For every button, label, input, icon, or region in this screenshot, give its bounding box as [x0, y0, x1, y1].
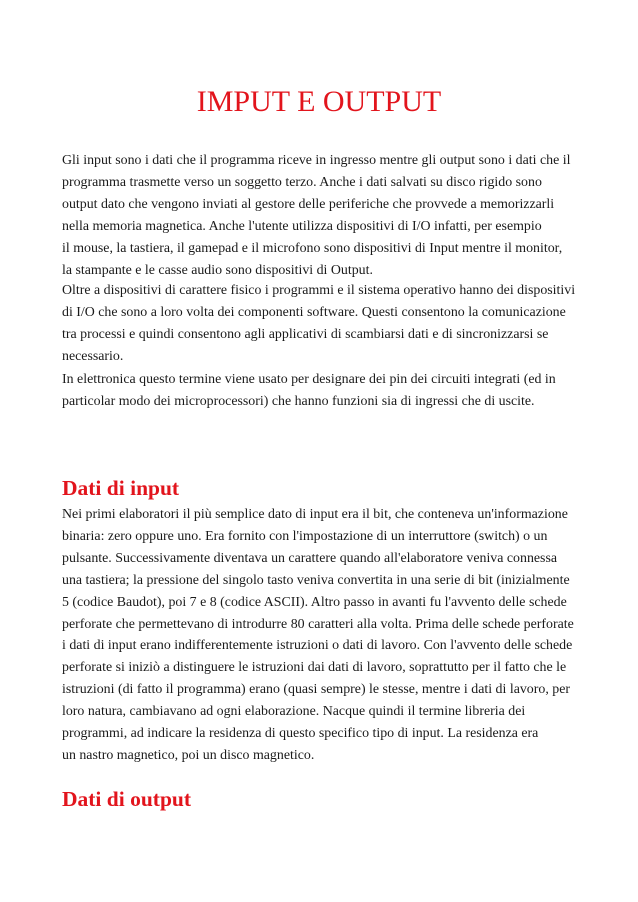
paragraph-line: i dati di input erano indifferentemente istruzioni o dati di lavoro. Con l'avvento delle schede — [62, 638, 573, 654]
paragraph-line: di I/O che sono a loro volta dei componenti software. Questi consentono la comunicazione — [62, 304, 566, 320]
paragraph-line: necessario. — [62, 348, 124, 364]
paragraph-line: particolar modo dei microprocessori) che hanno funzioni sia di ingressi che di uscite. — [62, 393, 535, 409]
section-heading-output: Dati di output — [62, 787, 192, 811]
paragraph-line: 5 (codice Baudot), poi 7 e 8 (codice ASCII). Altro passo in avanti fu l'avvento delle schede — [62, 594, 567, 610]
paragraph-line: In elettronica questo termine viene usato per designare dei pin dei circuiti integrati (ed in — [62, 372, 556, 387]
paragraph-line: il mouse, la tastiera, il gamepad e il microfono sono dispositivi di Input mentre il monitor, — [62, 240, 563, 256]
paragraph-line: perforate che permettevano di introdurre 80 caratteri alla volta. Prima delle schede perforate — [62, 616, 574, 632]
intro-paragraph-1 — [62, 150, 586, 281]
paragraph-line: nella memoria magnetica. Anche l'utente utilizza dispositivi di I/O infatti, per esempio — [62, 218, 542, 234]
paragraph-line: perforate si iniziò a distinguere le istruzioni dai dati di lavoro, soprattutto per il fatto che le — [62, 660, 567, 676]
paragraph-line: tra processi e quindi consentono agli applicativi di scambiarsi dati e di sincronizzarsi se — [62, 326, 549, 342]
paragraph-line: loro natura, cambiavano ad ogni elaborazione. Nacque quindi il termine libreria dei — [62, 704, 526, 720]
paragraph-line: programma trasmette verso un soggetto terzo. Anche i dati salvati su disco rigido sono — [62, 174, 542, 190]
paragraph-line: un nastro magnetico, poi un disco magnetico. — [62, 747, 315, 763]
page-title: IMPUT E OUTPUT — [196, 85, 442, 118]
paragraph-line: Nei primi elaboratori il più semplice dato di input era il bit, che conteneva un'informazione — [62, 507, 568, 522]
section-heading-input: Dati di input — [62, 476, 180, 500]
paragraph-line: output dato che vengono inviati al gestore delle periferiche che provvede a memorizzarli — [62, 196, 555, 212]
paragraph-line: pulsante. Successivamente diventava un carattere quando all'elaboratore veniva connessa — [62, 550, 558, 566]
intro-paragraph-3 — [62, 369, 586, 413]
paragraph-line: Gli input sono i dati che il programma riceve in ingresso mentre gli output sono i dati che il — [62, 153, 571, 168]
section-input-body — [62, 504, 586, 767]
paragraph-line: istruzioni (di fatto il programma) erano (quasi sempre) le stesse, mentre i dati di lavoro, per — [62, 682, 571, 698]
paragraph-line: programmi, ad indicare la residenza di questo specifico tipo di input. La residenza era — [62, 726, 539, 742]
paragraph-line: Oltre a dispositivi di carattere fisico i programmi e il sistema operativo hanno dei dispositivi — [62, 283, 576, 298]
paragraph-line: una tastiera; la pressione del singolo tasto veniva convertita in una serie di bit (inizialmente — [62, 572, 570, 588]
paragraph-line: la stampante e le casse audio sono dispositivi di Output. — [62, 262, 373, 278]
intro-paragraph-2 — [62, 280, 586, 368]
paragraph-line: binaria: zero oppure uno. Era fornito con l'impostazione di un interruttore (switch) o un — [62, 528, 548, 544]
